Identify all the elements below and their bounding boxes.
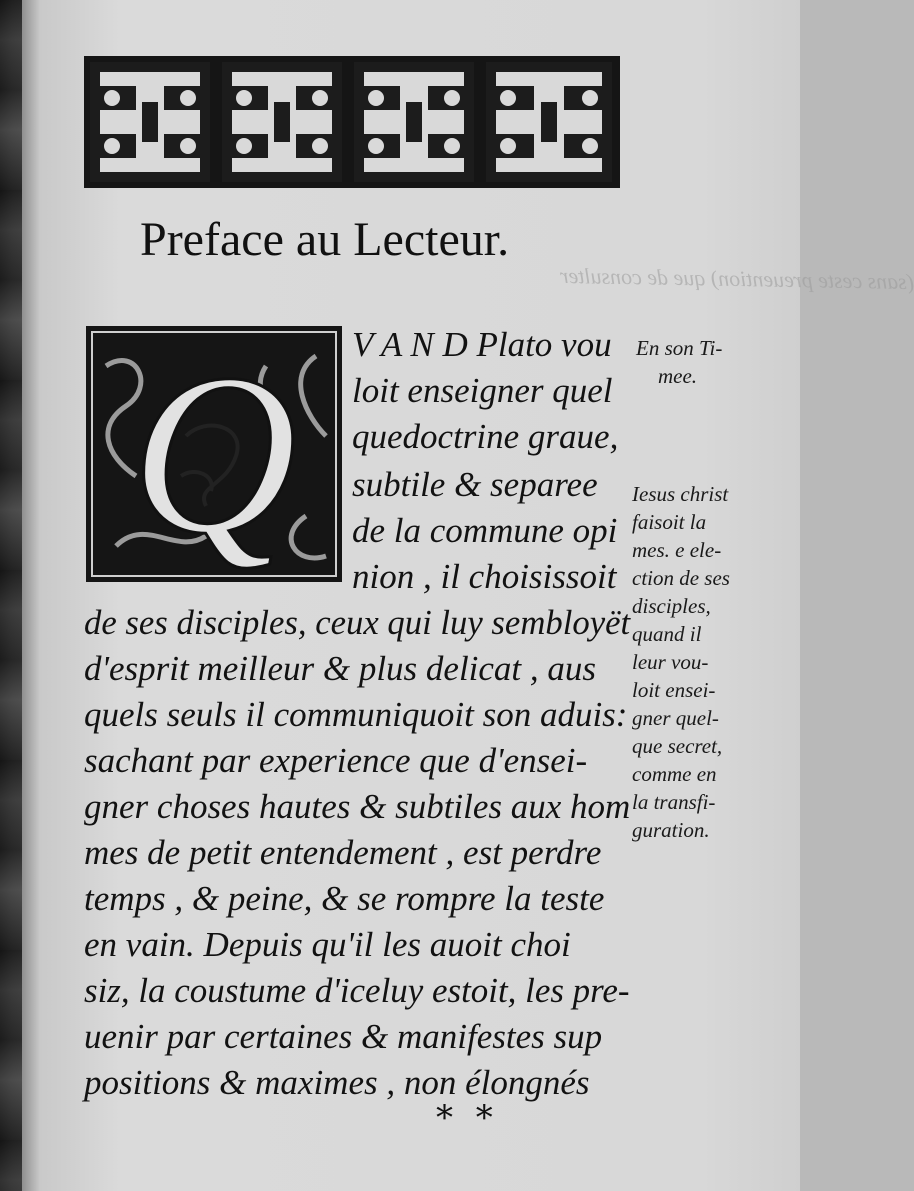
- text-line: positions & maximes , non élongnés: [84, 1063, 590, 1102]
- margin-note-line: gner quel-: [632, 706, 719, 730]
- margin-note-line: loit ensei-: [632, 678, 716, 702]
- bleed-through-text: (sans ceste preuention) que de consulter: [559, 262, 914, 295]
- margin-note-line: faisoit la: [632, 510, 707, 534]
- text-line: en vain. Depuis qu'il les auoit choi: [84, 925, 571, 964]
- text-line: loit enseigner quel: [352, 371, 613, 410]
- margin-note-line: ction de ses: [632, 566, 730, 590]
- margin-note-line: guration.: [632, 818, 710, 842]
- text-line: quels seuls il communiquoit son aduis:: [84, 695, 628, 734]
- text-line: nion , il choisissoit: [352, 557, 617, 596]
- text-line: gner choses hautes & subtiles aux hom: [84, 787, 631, 826]
- text-line: uenir par certaines & manifestes sup: [84, 1017, 603, 1056]
- margin-note-line: leur vou-: [632, 650, 709, 674]
- text-line: de la commune opi: [352, 511, 618, 550]
- margin-note-line: la transfi-: [632, 790, 716, 814]
- margin-note-line: disciples,: [632, 594, 711, 618]
- margin-note-line: comme en: [632, 762, 717, 786]
- margin-note-line: mes. e ele-: [632, 538, 722, 562]
- text-line: sachant par experience que d'ensei-: [84, 741, 588, 780]
- binding-gutter: [0, 0, 22, 1191]
- margin-note-line: quand il: [632, 622, 702, 646]
- text-line: mes de petit entendement , est perdre: [84, 833, 602, 872]
- margin-note-line: Iesus christ: [632, 482, 729, 506]
- margin-note-line: mee.: [658, 364, 698, 388]
- svg-text:Q: Q: [130, 326, 298, 581]
- catchword: * *: [436, 1098, 499, 1138]
- text-line: V A N D Plato vou: [352, 325, 612, 364]
- text-line: subtile & separee: [352, 465, 598, 504]
- margin-note-line: que secret,: [632, 734, 723, 758]
- ornamental-headpiece: [84, 56, 620, 188]
- text-line: siz, la coustume d'iceluy estoit, les pre-: [84, 971, 630, 1010]
- margin-note-line: En son Ti-: [636, 336, 723, 360]
- text-line: quedoctrine graue,: [352, 417, 619, 456]
- text-line: d'esprit meilleur & plus delicat , aus: [84, 649, 597, 688]
- text-line: temps , & peine, & se rompre la teste: [84, 879, 605, 918]
- page-title: Preface au Lecteur.: [140, 213, 510, 266]
- decorated-initial: [86, 326, 342, 582]
- text-line: de ses disciples, ceux qui luy sembloyët: [84, 603, 631, 642]
